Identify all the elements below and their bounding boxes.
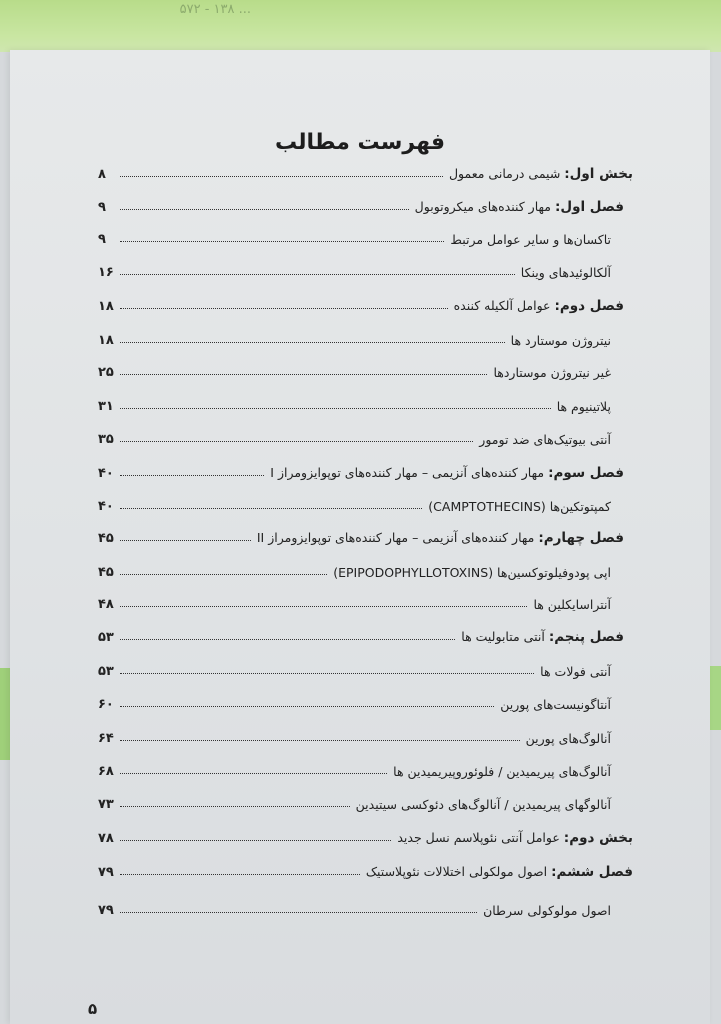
toc-title: آنتی متابولیت ها: [461, 629, 545, 644]
dot-leader: [120, 874, 360, 875]
toc-title: آنالوگ‌های پورین: [525, 731, 611, 746]
dot-leader: [120, 209, 409, 210]
toc-title: مهار کننده‌های آنزیمی – مهار کننده‌های توپوایزومراز I: [270, 465, 545, 480]
toc-title: آنتی بیوتیک‌های ضد تومور: [479, 432, 611, 447]
toc-row[interactable]: [98, 623, 624, 645]
toc-row[interactable]: [98, 824, 633, 846]
toc-row[interactable]: [98, 492, 611, 514]
toc-row[interactable]: [98, 193, 624, 215]
dot-leader: [120, 574, 327, 575]
toc-page-number: ۱۸: [98, 299, 114, 314]
dot-leader: [120, 673, 534, 674]
toc-page-number: ۸: [98, 167, 106, 182]
toc-page-number: ۶۰: [98, 697, 114, 712]
toc-title: آلکالوئیدهای وینکا: [520, 265, 611, 280]
toc-row[interactable]: [98, 258, 611, 280]
toc-label: فصل چهارم:: [538, 530, 624, 546]
page-title: فهرست مطالب: [274, 130, 446, 155]
toc-title: مهار کننده‌های آنزیمی – مهار کننده‌های توپوایزومراز II: [256, 530, 535, 545]
toc-page-number: ۴۵: [98, 531, 114, 546]
dot-leader: [120, 274, 515, 275]
toc-row[interactable]: [98, 326, 611, 348]
dot-leader: [120, 706, 494, 707]
dot-leader: [120, 374, 487, 375]
toc-page-number: ۷۹: [98, 865, 114, 880]
dot-leader: [120, 912, 477, 913]
page-number: ۵: [88, 1000, 98, 1018]
toc-page-number: ۷۹: [98, 903, 114, 918]
toc-row[interactable]: [98, 225, 611, 247]
toc-row[interactable]: [98, 392, 611, 414]
toc-title: اصول مولوکولی سرطان: [483, 903, 611, 918]
toc-label: فصل ششم:: [551, 864, 633, 880]
dot-leader: [120, 475, 264, 476]
toc-page-number: ۱۶: [98, 265, 114, 280]
toc-row[interactable]: [98, 459, 624, 481]
toc-label: فصل اول:: [554, 199, 624, 215]
toc-title: عوامل آنتی نئوپلاسم نسل جدید: [397, 830, 560, 845]
toc-label: بخش اول:: [564, 166, 633, 182]
document-page: [10, 50, 710, 1024]
toc-title: غیر نیتروژن موستاردها: [493, 365, 611, 380]
toc-page-number: ۲۵: [98, 365, 114, 380]
toc-page-number: ۴۰: [98, 499, 114, 514]
toc-page-number: ۴۵: [98, 565, 114, 580]
dot-leader: [120, 441, 473, 442]
toc-title: تاکسان‌ها و سایر عوامل مرتبط: [450, 232, 611, 247]
toc-page-number: ۶۴: [98, 731, 114, 746]
toc-title: آنتی فولات ها: [540, 664, 611, 679]
toc-page-number: ۵۳: [98, 664, 114, 679]
toc-row[interactable]: [98, 724, 611, 746]
dot-leader: [120, 508, 422, 509]
header-faint-text: ۵۷۲ - ۱۳۸ ...: [179, 2, 251, 17]
toc-row[interactable]: [98, 358, 611, 380]
toc-title: پلاتینیوم ها: [556, 399, 611, 414]
dot-leader: [120, 773, 387, 774]
dot-leader: [120, 540, 251, 541]
toc-row[interactable]: [98, 757, 611, 779]
top-green-band: [0, 0, 721, 52]
toc-page-number: ۳۱: [98, 399, 114, 414]
toc-row[interactable]: [98, 858, 633, 880]
toc-row[interactable]: [98, 160, 633, 182]
toc-title: آنالوگ‌های پیریمیدین / فلوئوروپیریمیدین ها: [393, 764, 611, 779]
dot-leader: [120, 241, 444, 242]
dot-leader: [120, 740, 520, 741]
toc-title: مهار کننده‌های میکروتوبول: [414, 199, 551, 214]
toc-page-number: ۱۸: [98, 333, 114, 348]
dot-leader: [120, 840, 391, 841]
toc-row[interactable]: [98, 790, 611, 812]
toc-row[interactable]: [98, 896, 611, 918]
toc-title: اصول مولکولی اختلالات نئوپلاستیک: [365, 864, 548, 879]
toc-title: آنالوگهای پیریمیدین / آنالوگ‌های دئوکسی سیتیدین: [355, 797, 611, 812]
toc-row[interactable]: [98, 590, 611, 612]
toc-label: بخش دوم:: [563, 830, 633, 846]
toc-row[interactable]: [98, 524, 624, 546]
toc-row[interactable]: [98, 425, 611, 447]
toc-page-number: ۹: [98, 232, 106, 247]
dot-leader: [120, 408, 551, 409]
toc-page-number: ۵۳: [98, 630, 114, 645]
toc-page-number: ۴۰: [98, 466, 114, 481]
toc-label: فصل پنجم:: [548, 629, 624, 645]
toc-row[interactable]: [98, 657, 611, 679]
toc-page-number: ۳۵: [98, 432, 114, 447]
toc-row[interactable]: [98, 292, 624, 314]
toc-title: آنتراسایکلین ها: [533, 597, 611, 612]
dot-leader: [120, 639, 455, 640]
toc-title: نیتروژن موستارد ها: [510, 333, 611, 348]
toc-title: کمپتوتکین‌ها (CAMPTOTHECINS): [428, 499, 611, 514]
toc-label: فصل دوم:: [554, 298, 624, 314]
dot-leader: [120, 806, 350, 807]
toc-title: اپی پودوفیلوتوکسین‌ها (EPIPODOPHYLLOTOXINS): [333, 565, 611, 580]
dot-leader: [120, 342, 505, 343]
toc-row[interactable]: [98, 558, 611, 580]
toc-title: شیمی درمانی معمول: [448, 166, 561, 181]
dot-leader: [120, 606, 527, 607]
toc-page-number: ۹: [98, 200, 106, 215]
toc-label: فصل سوم:: [548, 465, 624, 481]
toc-title: عوامل آلکیله کننده: [453, 298, 551, 313]
toc-page-number: ۴۸: [98, 597, 114, 612]
toc-page-number: ۶۸: [98, 764, 114, 779]
dot-leader: [120, 176, 443, 177]
dot-leader: [120, 308, 448, 309]
toc-page-number: ۷۸: [98, 831, 114, 846]
toc-page-number: ۷۳: [98, 797, 114, 812]
toc-row[interactable]: [98, 690, 611, 712]
toc-title: آنتاگونیست‌های پورین: [500, 697, 611, 712]
